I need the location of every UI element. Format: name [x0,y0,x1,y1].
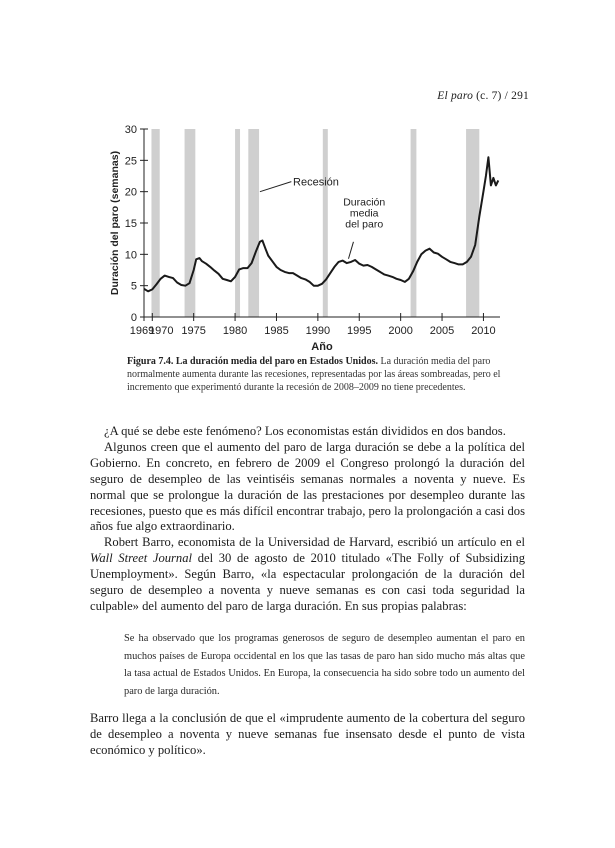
caption-text: La duración media del paro normalmente aumenta durante las recesiones, representadas por las áreas sombreadas, pero el incremento que experimentó durante la recesión de 2008–2009 no tiene precedentes. [127,356,501,394]
series-annotation-line-2: del paro [345,218,384,231]
figure-7-4 [100,112,520,352]
paragraph-1: ¿A qué se debe este fenómeno? Los economistas están divididos en dos bandos. [104,424,506,438]
recession-band-4 [323,129,328,317]
page-number: / 291 [504,90,529,102]
y-tick-label-5: 5 [130,280,137,293]
paragraph-2: Algunos creen que el aumento del paro de larga duración se debe a la política del Gobierno. En concreto, en febrero de 2009 el Congreso prolongó la duración del seguro de desempleo de las veintiséis semanas normales a noventa y nueve. Es normal que se prolongue la duración de las prestaciones por desempleo durante las recesiones, puesto que es más difícil encontrar trabajo, pero la prolongación a casi dos años fue algo extraordinario. [90,439,525,534]
x-tick-label-1970: 1970 [149,325,174,337]
running-title: El paro [437,90,474,102]
x-tick-label-2010: 2010 [471,325,496,337]
y-tick-label-15: 15 [124,218,137,230]
recession-band-2 [235,129,240,317]
paragraph-3 [90,535,525,615]
figure-caption [127,355,520,395]
body-text [90,424,525,615]
x-tick-label-1985: 1985 [264,325,289,337]
series-leader-line [348,242,353,259]
recession-annotation: Recesión [293,176,339,189]
y-tick-label-25: 25 [124,155,137,168]
series-annotation-line-1: media [349,207,379,220]
recession-band-6 [466,129,479,317]
recession-band-5 [411,129,417,317]
y-axis-label: Duración del paro (semanas) [109,150,121,296]
x-tick-label-1995: 1995 [347,325,372,337]
paragraph-3-start: Robert Barro, economista de la Universidad de Harvard, escribió un artículo en el [104,535,525,550]
y-tick-label-20: 20 [124,186,137,199]
recession-leader-line [260,182,291,192]
block-quote: Se ha observado que los programas generosos de seguro de desempleo aumentan el paro en muchos países de Europa occidental en los que las tasas de paro han sido mucho más altas que la tasa actual de Estados Unidos. En Europa, la consecuencia ha sido sobre todo un aumento del paro de larga duración. [124,633,525,697]
recession-band-3 [248,129,259,317]
y-tick-label-30: 30 [124,124,137,136]
closing-text [90,711,525,759]
x-tick-label-2000: 2000 [388,325,413,337]
series-annotation-line-0: Duración [343,196,386,209]
x-tick-label-2005: 2005 [429,325,455,337]
caption-label: Figura 7.4. La duración media del paro en Estados Unidos. [127,356,378,367]
paragraph-3-end: del 30 de agosto de 2010 titulado «The Folly of Subsidizing Unemployment». Según Barro, «la espectacular prolongación de la duración del seguro de desempleo a noventa y nueve semanas es con casi toda seguridad la culpable» del aumento del paro de larga duración. En sus propias palabras: [90,551,525,613]
journal-title: Wall Street Journal [90,551,193,566]
chapter-ref: (c. 7) [476,90,502,102]
x-tick-label-1975: 1975 [181,325,206,337]
duration-chart [100,112,520,352]
x-tick-label-1990: 1990 [305,325,331,337]
y-tick-label-0: 0 [130,312,137,324]
running-header [437,90,529,102]
recession-band-1 [185,129,196,317]
x-axis-label: Año [311,341,333,352]
x-tick-label-1980: 1980 [222,325,248,337]
y-tick-label-10: 10 [124,249,137,262]
paragraph-4: Barro llega a la conclusión de que el «imprudente aumento de la cobertura del seguro de desempleo a noventa y nueve semanas fue insensato desde el punto de vista económico y político». [90,711,525,757]
x-tick-label-1969: 1969 [129,325,155,337]
